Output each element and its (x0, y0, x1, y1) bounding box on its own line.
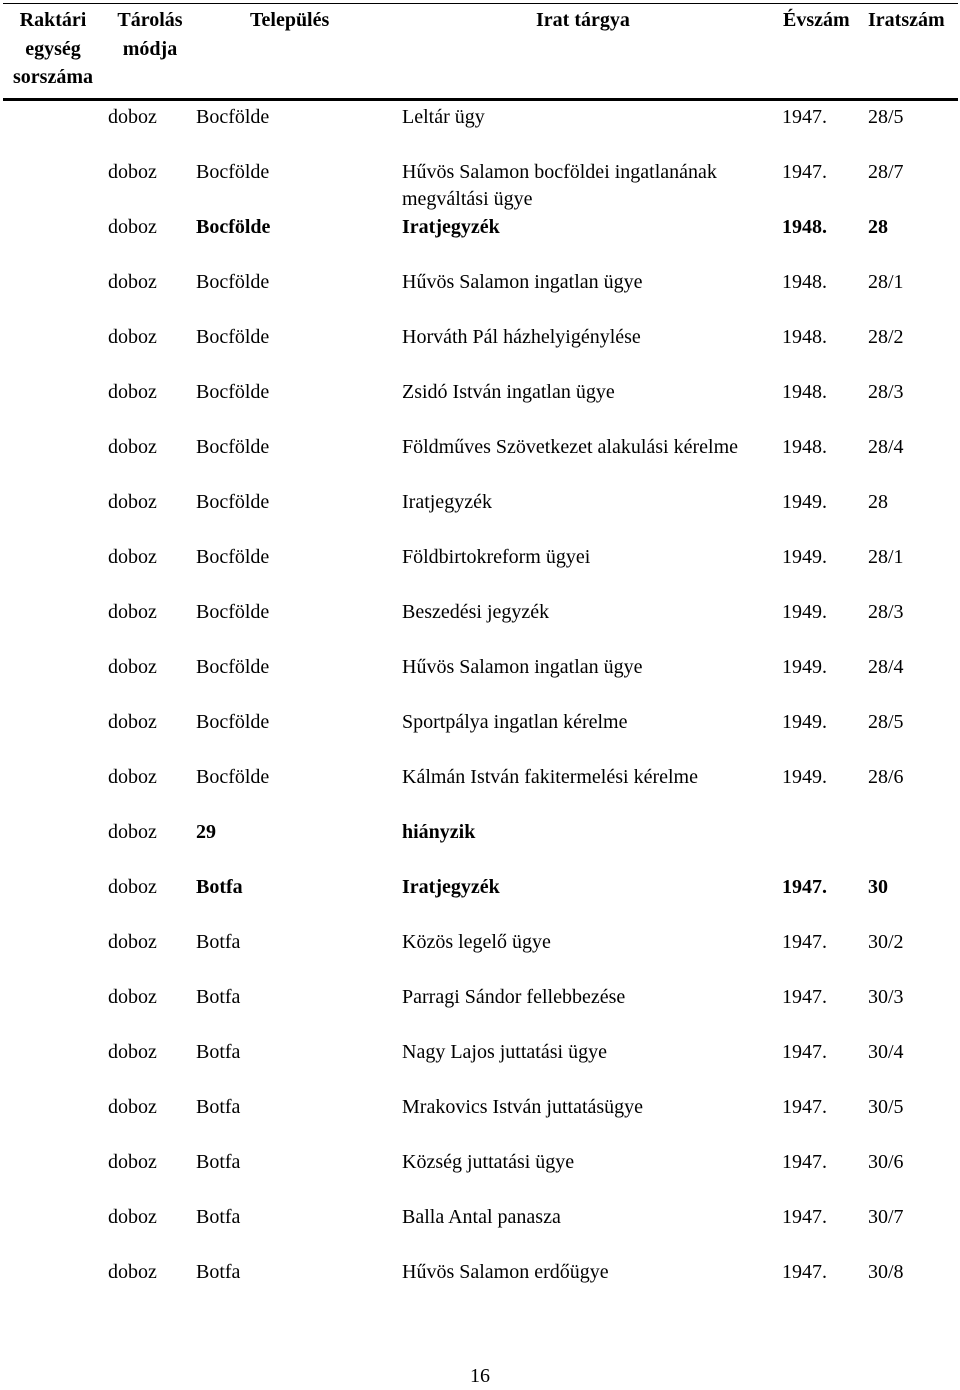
cell-settlement: Botfa (196, 876, 243, 898)
cell-document-number: 28/1 (868, 546, 904, 568)
cell-year: 1949. (782, 601, 827, 623)
cell-subject: Kálmán István fakitermelési kérelme (402, 766, 698, 788)
cell-subject: Beszedési jegyzék (402, 601, 550, 623)
cell-document-number: 30/4 (868, 1041, 904, 1063)
cell-storage: doboz (108, 491, 157, 513)
cell-document-number: 28/3 (868, 381, 904, 403)
cell-settlement: Botfa (196, 1261, 241, 1283)
cell-storage: doboz (108, 1261, 157, 1283)
cell-subject: Földbirtokreform ügyei (402, 546, 591, 568)
cell-year: 1949. (782, 491, 827, 513)
cell-document-number: 28/1 (868, 271, 904, 293)
table-row (0, 984, 960, 1039)
table-row (0, 1039, 960, 1094)
table-row (0, 1149, 960, 1204)
cell-storage: doboz (108, 1151, 157, 1173)
table-row (0, 819, 960, 874)
cell-subject: Hűvös Salamon ingatlan ügye (402, 271, 643, 293)
table-row (0, 1259, 960, 1314)
cell-document-number: 28/5 (868, 711, 904, 733)
cell-subject: Zsidó István ingatlan ügye (402, 381, 615, 403)
cell-document-number: 30/6 (868, 1151, 904, 1173)
cell-settlement: Botfa (196, 1206, 241, 1228)
cell-subject: hiányzik (402, 821, 476, 843)
cell-year: 1947. (782, 1096, 827, 1118)
cell-storage: doboz (108, 106, 157, 128)
cell-storage: doboz (108, 1096, 157, 1118)
cell-year: 1947. (782, 161, 827, 183)
cell-subject: Iratjegyzék (402, 876, 500, 898)
cell-year: 1947. (782, 106, 827, 128)
cell-document-number: 28/4 (868, 436, 904, 458)
cell-storage: doboz (108, 931, 157, 953)
cell-year: 1948. (782, 436, 827, 458)
page-number: 16 (470, 1365, 490, 1387)
cell-subject: Parragi Sándor fellebbezése (402, 986, 626, 1008)
cell-storage: doboz (108, 821, 157, 843)
cell-document-number: 28 (868, 491, 888, 513)
header-unit-number: Raktári egység sorszáma (13, 9, 93, 88)
cell-subject: Sportpálya ingatlan kérelme (402, 711, 628, 733)
table-row (0, 709, 960, 764)
cell-settlement: Bocfölde (196, 326, 270, 348)
cell-document-number: 28/5 (868, 106, 904, 128)
cell-settlement: Bocfölde (196, 161, 270, 183)
cell-year: 1947. (782, 1041, 827, 1063)
cell-subject: Iratjegyzék (402, 491, 492, 513)
cell-subject: Mrakovics István juttatásügye (402, 1096, 644, 1118)
cell-document-number: 30/7 (868, 1206, 904, 1228)
cell-year: 1949. (782, 656, 827, 678)
cell-storage: doboz (108, 711, 157, 733)
cell-settlement: Bocfölde (196, 106, 270, 128)
cell-settlement: Bocfölde (196, 216, 271, 238)
cell-settlement: Bocfölde (196, 436, 270, 458)
cell-document-number: 28/4 (868, 656, 904, 678)
table-row (0, 544, 960, 599)
cell-settlement: Botfa (196, 1041, 241, 1063)
table-row (0, 489, 960, 544)
table-row (0, 1094, 960, 1149)
cell-settlement: Botfa (196, 931, 241, 953)
header-document-number: Iratszám (868, 9, 945, 31)
cell-subject: Nagy Lajos juttatási ügye (402, 1041, 607, 1063)
table-row (0, 874, 960, 929)
cell-settlement: Bocfölde (196, 656, 270, 678)
cell-subject: Hűvös Salamon ingatlan ügye (402, 656, 643, 678)
cell-subject: Közös legelő ügye (402, 931, 551, 953)
table-row (0, 654, 960, 709)
table-row (0, 104, 960, 159)
cell-subject: Iratjegyzék (402, 216, 500, 238)
cell-subject: Földműves Szövetkezet alakulási kérelme (402, 436, 739, 458)
table-row (0, 764, 960, 819)
cell-document-number: 28/3 (868, 601, 904, 623)
cell-storage: doboz (108, 1206, 157, 1228)
cell-year: 1947. (782, 1206, 827, 1228)
cell-settlement: Botfa (196, 1151, 241, 1173)
cell-year: 1947. (782, 1151, 827, 1173)
cell-settlement: 29 (196, 821, 216, 843)
table-row (0, 214, 960, 269)
cell-document-number: 28 (868, 216, 888, 238)
cell-document-number: 30/8 (868, 1261, 904, 1283)
cell-document-number: 30 (868, 876, 888, 898)
table-row (0, 379, 960, 434)
table-row (0, 599, 960, 654)
cell-year: 1948. (782, 271, 827, 293)
cell-settlement: Bocfölde (196, 491, 270, 513)
cell-settlement: Bocfölde (196, 766, 270, 788)
header-settlement: Település (250, 9, 330, 31)
table-row (0, 434, 960, 489)
cell-subject: Horváth Pál házhelyigénylése (402, 326, 641, 348)
cell-document-number: 28/7 (868, 161, 904, 183)
cell-storage: doboz (108, 601, 157, 623)
header-subject: Irat tárgya (536, 9, 630, 31)
cell-document-number: 30/5 (868, 1096, 904, 1118)
table-row (0, 324, 960, 379)
cell-storage: doboz (108, 436, 157, 458)
cell-storage: doboz (108, 271, 157, 293)
cell-year: 1947. (782, 1261, 827, 1283)
cell-year: 1947. (782, 876, 827, 898)
cell-settlement: Botfa (196, 986, 241, 1008)
cell-storage: doboz (108, 986, 157, 1008)
cell-storage: doboz (108, 161, 157, 183)
cell-settlement: Bocfölde (196, 271, 270, 293)
cell-subject: Község juttatási ügye (402, 1151, 575, 1173)
cell-year: 1949. (782, 711, 827, 733)
cell-document-number: 30/3 (868, 986, 904, 1008)
cell-year: 1949. (782, 766, 827, 788)
cell-storage: doboz (108, 656, 157, 678)
cell-year: 1947. (782, 931, 827, 953)
cell-year: 1948. (782, 326, 827, 348)
cell-storage: doboz (108, 381, 157, 403)
cell-subject: Leltár ügy (402, 106, 485, 128)
cell-year: 1947. (782, 986, 827, 1008)
cell-settlement: Bocfölde (196, 546, 270, 568)
cell-settlement: Bocfölde (196, 381, 270, 403)
cell-storage: doboz (108, 216, 157, 238)
cell-subject: Balla Antal panasza (402, 1206, 561, 1228)
cell-document-number: 30/2 (868, 931, 904, 953)
cell-storage: doboz (108, 876, 157, 898)
cell-year: 1949. (782, 546, 827, 568)
cell-document-number: 28/6 (868, 766, 904, 788)
cell-storage: doboz (108, 326, 157, 348)
cell-settlement: Bocfölde (196, 711, 270, 733)
header-storage: Tárolás módja (117, 9, 183, 60)
table-row (0, 159, 960, 214)
cell-settlement: Bocfölde (196, 601, 270, 623)
cell-subject: Hűvös Salamon erdőügye (402, 1261, 609, 1283)
header-year: Évszám (783, 9, 850, 31)
cell-storage: doboz (108, 766, 157, 788)
cell-subject: Hűvös Salamon bocföldei ingatlanának megváltási ügye (402, 161, 717, 210)
cell-storage: doboz (108, 1041, 157, 1063)
cell-year: 1948. (782, 381, 827, 403)
cell-document-number: 28/2 (868, 326, 904, 348)
table-row (0, 929, 960, 984)
cell-year: 1948. (782, 216, 827, 238)
table-row (0, 269, 960, 324)
table-row (0, 1204, 960, 1259)
cell-storage: doboz (108, 546, 157, 568)
cell-settlement: Botfa (196, 1096, 241, 1118)
